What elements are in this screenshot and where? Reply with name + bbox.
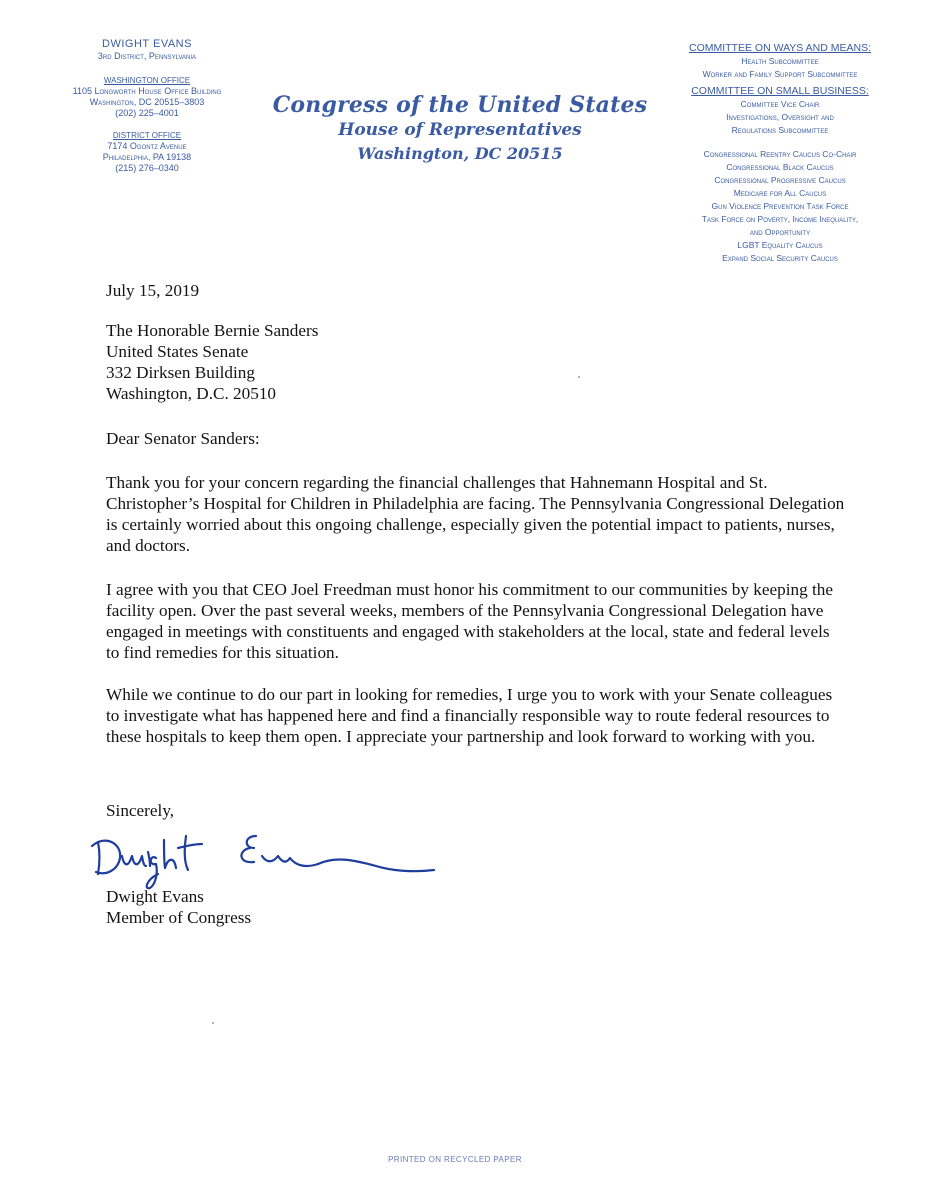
member-district: 3rd District, Pennsylvania	[97, 51, 197, 61]
district-office-phone: (215) 276–0340	[115, 163, 179, 173]
committee-item: Committee Vice Chair	[740, 99, 820, 109]
washington-office-phone: (202) 225–4001	[115, 108, 179, 118]
caucus-item: and Opportunity	[749, 227, 811, 237]
letter-date: July 15, 2019	[106, 281, 200, 300]
recipient-line: The Honorable Bernie Sanders	[106, 321, 319, 340]
letterhead-center	[270, 92, 650, 166]
caucus-item: Task Force on Poverty, Income Inequality,	[701, 214, 859, 224]
letterhead-location: Washington, DC 20515	[357, 144, 563, 163]
paper-speck	[578, 376, 580, 378]
letterhead-congress: Congress of the United States	[272, 92, 648, 118]
letterhead-house: House of Representatives	[338, 120, 582, 140]
paragraph-text: While we continue to do our part in looking for remedies, I urge you to work with your Senate colleagues to investigate what has happened here and find a financially responsible way to route federal resources to these hospitals to keep them open. I appreciate your partnership and look forward to working with you.	[106, 685, 833, 746]
letterhead-right	[660, 42, 900, 265]
committee-item: Investigations, Oversight and	[726, 112, 834, 122]
caucus-item: Medicare for All Caucus	[733, 188, 827, 198]
signer-title: Member of Congress	[106, 908, 252, 927]
caucus-item: Congressional Progressive Caucus	[714, 175, 846, 185]
caucus-item: Gun Violence Prevention Task Force	[711, 201, 849, 211]
committee-item: Worker and Family Support Subcommittee	[702, 69, 858, 79]
body-paragraph	[106, 684, 846, 747]
recycled-paper-note: PRINTED ON RECYCLED PAPER	[388, 1155, 522, 1164]
signer-name: Dwight Evans	[106, 887, 204, 906]
closing: Sincerely,	[106, 801, 175, 820]
paragraph-text: I agree with you that CEO Joel Freedman must honor his commitment to our communities by keeping the facility open. Over the past several weeks, members of the Pennsylvania Congressional Delegation have engaged in meetings with constituents and engaged with stakeholders at the local, state and federal levels to find remedies for this situation.	[106, 580, 833, 662]
recipient-line: Washington, D.C. 20510	[106, 384, 277, 403]
paper-speck	[212, 1022, 214, 1024]
member-name: DWIGHT EVANS	[102, 38, 192, 50]
district-office-line: Philadelphia, PA 19138	[102, 152, 192, 162]
signer-block	[106, 886, 846, 928]
paragraph-text: Thank you for your concern regarding the financial challenges that Hahnemann Hospital and St. Christopher’s Hospital for Children in Philadelphia are facing. The Pennsylvania Congressional Delegation is certainly worried about this ongoing challenge, especially given the potential impact to patients, nurses, and doctors.	[106, 473, 845, 555]
recipient-line: United States Senate	[106, 342, 249, 361]
salutation: Dear Senator Sanders:	[106, 429, 260, 448]
washington-office-line: Washington, DC 20515–3803	[89, 97, 205, 107]
washington-office-line: 1105 Longworth House Office Building	[72, 86, 222, 96]
body-paragraph	[106, 579, 846, 663]
recipient-block	[106, 320, 846, 404]
caucus-item: Congressional Reentry Caucus Co-Chair	[703, 149, 857, 159]
committee-item: Health Subcommittee	[741, 56, 819, 66]
district-office-title: DISTRICT OFFICE	[112, 131, 182, 140]
caucus-item: Congressional Black Caucus	[726, 162, 834, 172]
caucus-item: LGBT Equality Caucus	[737, 240, 823, 250]
committee-small-business-title: COMMITTEE ON SMALL BUSINESS:	[691, 85, 869, 97]
body-paragraph	[106, 472, 846, 556]
committee-ways-means-title: COMMITTEE ON WAYS AND MEANS:	[688, 42, 871, 54]
district-office-line: 7174 Ogontz Avenue	[107, 141, 187, 151]
washington-office-title: WASHINGTON OFFICE	[103, 76, 191, 85]
caucus-item: Expand Social Security Caucus	[722, 253, 838, 263]
letterhead-left	[42, 38, 252, 174]
committee-item: Regulations Subcommittee	[731, 125, 829, 135]
recipient-line: 332 Dirksen Building	[106, 363, 255, 382]
